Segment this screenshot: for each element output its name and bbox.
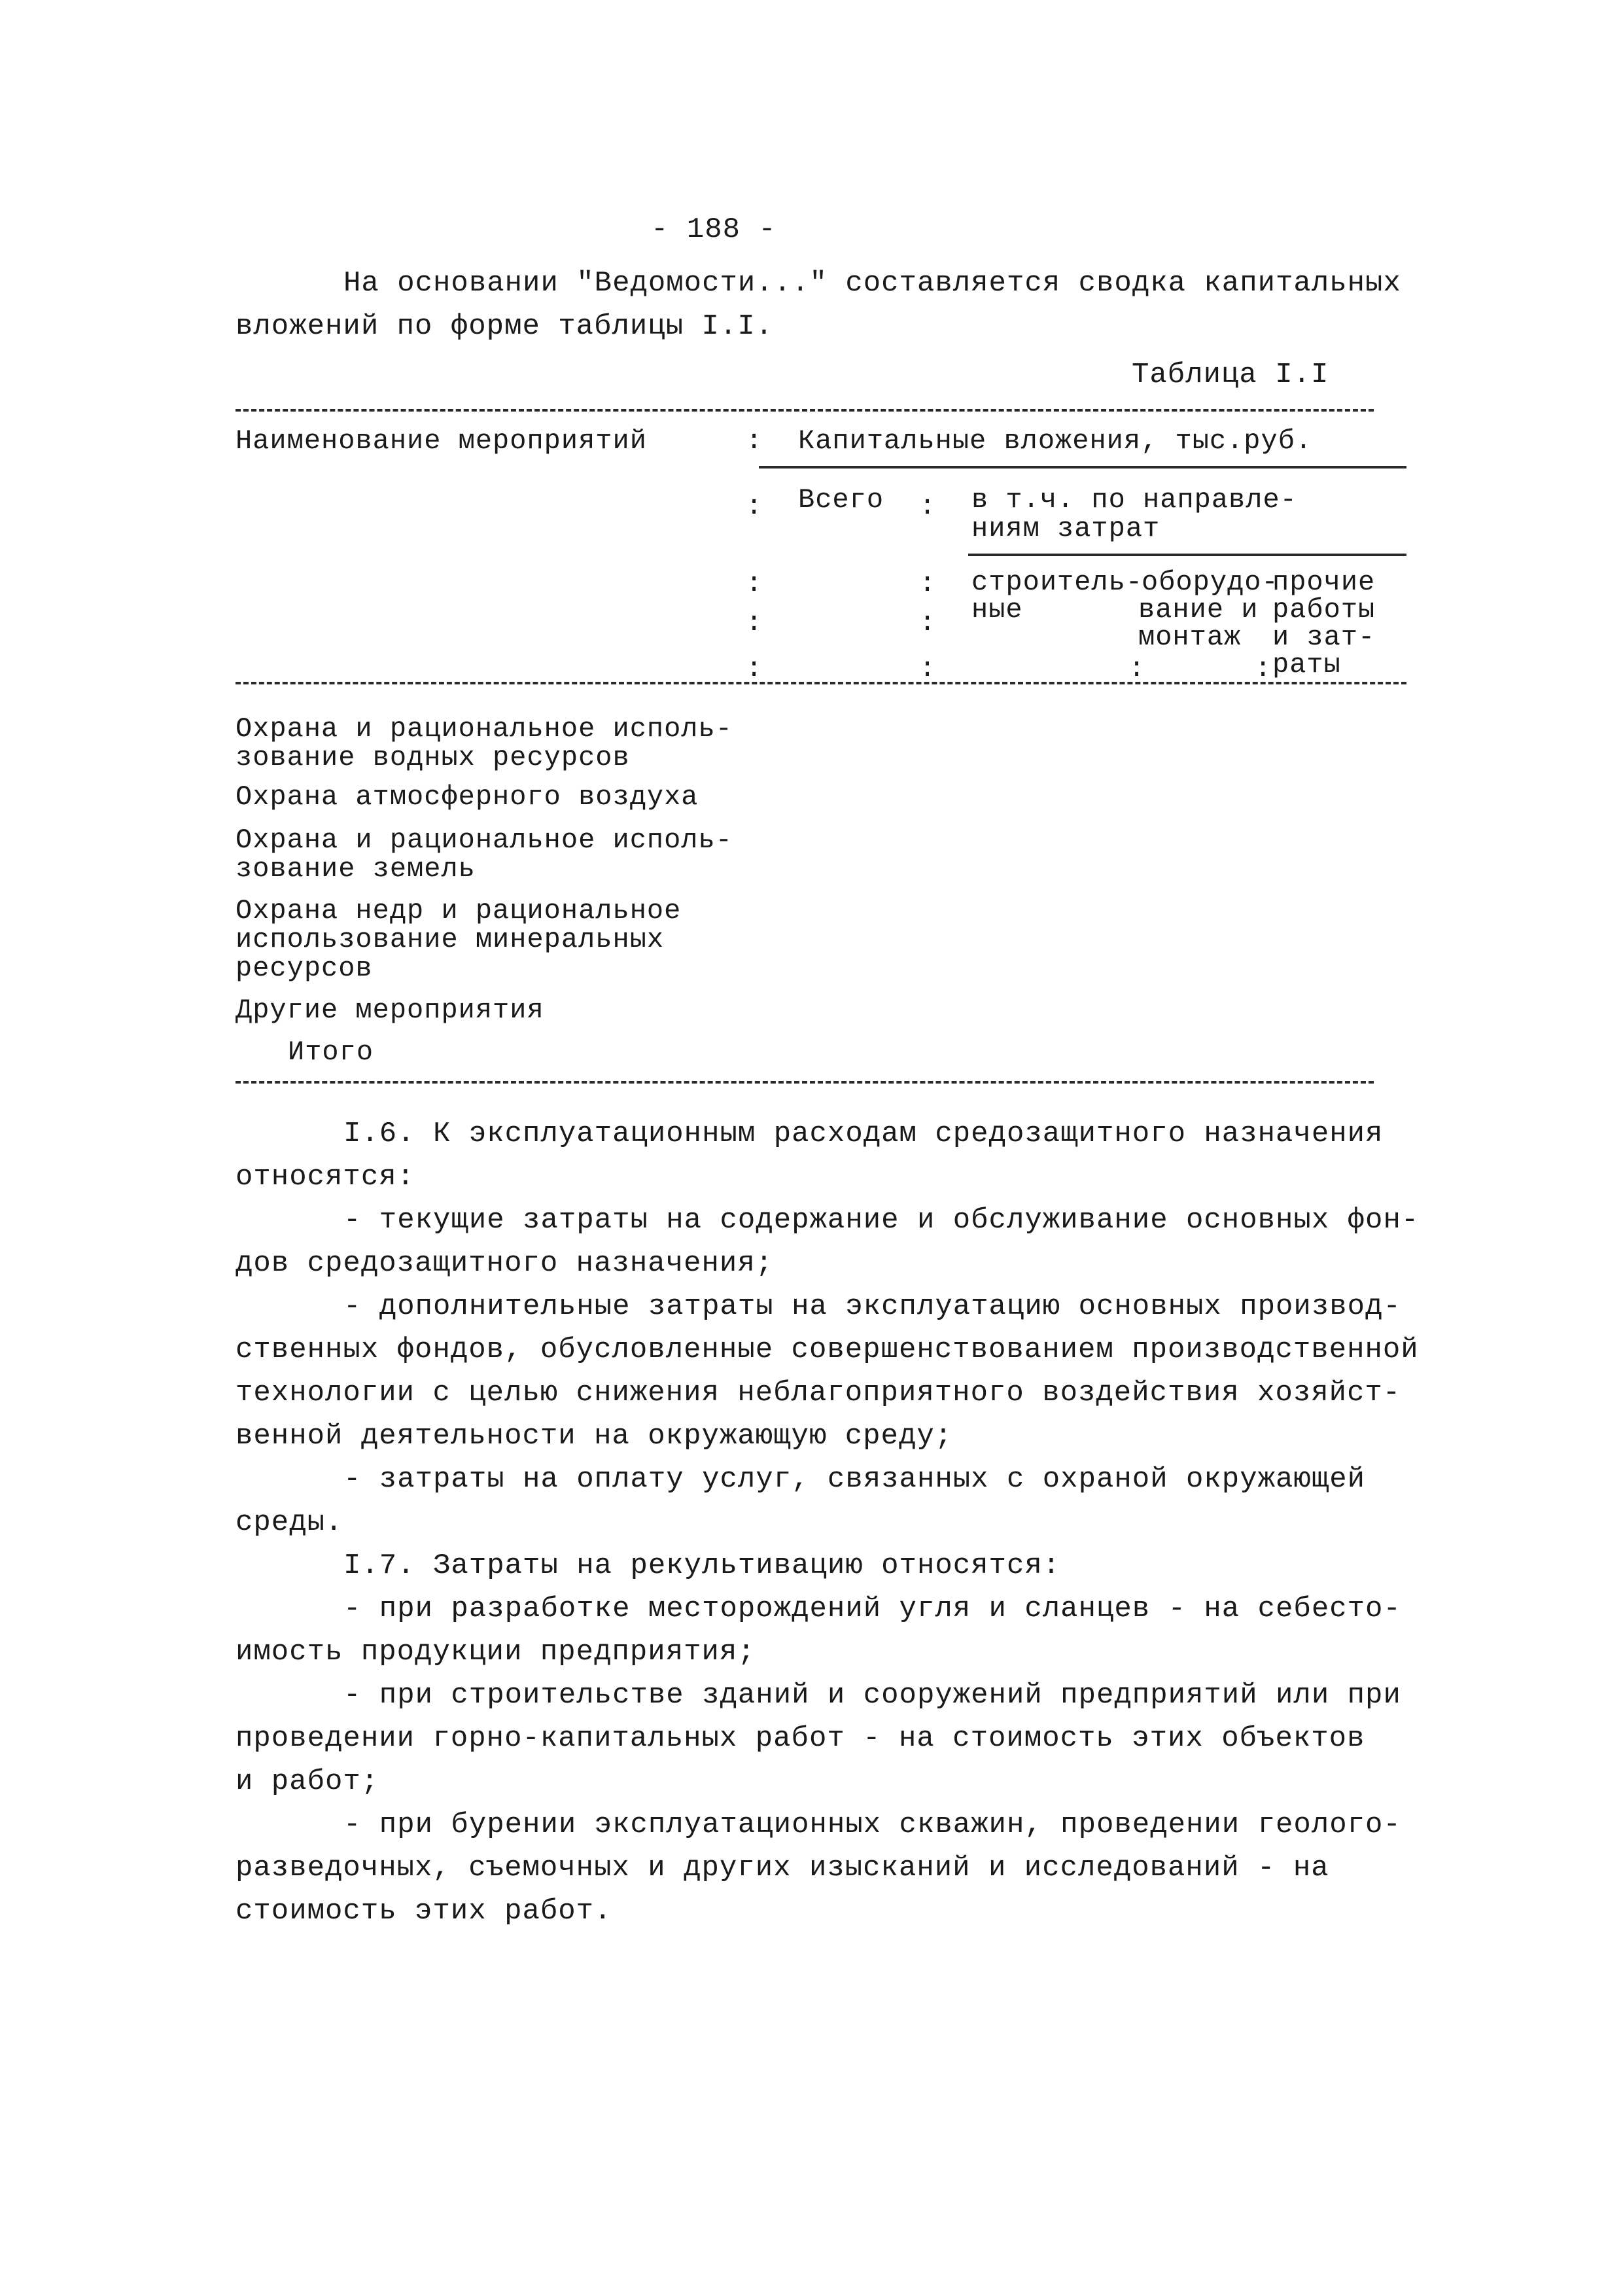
- header-colon: :: [746, 425, 763, 457]
- sub-other-4: раты: [1272, 649, 1341, 680]
- para-1-6-line-2: относятся:: [236, 1161, 415, 1193]
- row-air-line-1: Охрана атмосферного воздуха: [236, 781, 699, 813]
- sub-other-1: прочие: [1272, 567, 1376, 598]
- intro-line-2: вложений по форме таблицы I.I.: [236, 310, 774, 343]
- item-drilling-line-2: разведочных, съемочных и других изысканий и исследований - на: [236, 1852, 1329, 1884]
- item-additional-costs-line-3: технологии с целью снижения неблагоприятного воздействия хозяйст-: [236, 1377, 1401, 1409]
- header-colon: :: [919, 653, 936, 684]
- row-land-line-1: Охрана и рациональное исполь-: [236, 824, 733, 856]
- header-directions-2: ниям затрат: [971, 513, 1161, 544]
- table-caption: Таблица I.I: [1132, 359, 1329, 391]
- header-colon: :: [919, 568, 936, 599]
- item-current-costs-line-1: - текущие затраты на содержание и обслуживание основных фон-: [343, 1204, 1420, 1237]
- sub-other-2: работы: [1272, 594, 1376, 626]
- sub-other-3: и зат-: [1272, 622, 1376, 653]
- header-colon: :: [919, 607, 936, 639]
- row-water-line-2: зование водных ресурсов: [236, 742, 630, 773]
- row-other-line-1: Другие мероприятия: [236, 995, 544, 1026]
- sub-equipment-1: оборудо-: [1142, 567, 1279, 598]
- page-number: - 188 -: [651, 213, 777, 246]
- header-name: Наименование мероприятий: [236, 425, 647, 457]
- header-total: Всего: [798, 484, 884, 516]
- header-capital: Капитальные вложения, тыс.руб.: [798, 425, 1313, 457]
- item-current-costs-line-2: дов средозащитного назначения;: [236, 1247, 774, 1280]
- header-colon: :: [746, 491, 763, 522]
- header-colon: :: [746, 568, 763, 599]
- para-1-7-line-1: I.7. Затраты на рекультивацию относятся:: [343, 1549, 1061, 1582]
- table-top-rule: [236, 409, 1374, 412]
- item-construction-line-3: и работ;: [236, 1765, 379, 1798]
- item-drilling-line-1: - при бурении эксплуатационных скважин, проведении геолого-: [343, 1809, 1401, 1841]
- directions-underline: [968, 554, 1406, 556]
- item-services-line-1: - затраты на оплату услуг, связанных с охраной окружающей: [343, 1463, 1366, 1496]
- item-deposits-line-1: - при разработке месторождений угля и сланцев - на себесто-: [343, 1593, 1401, 1625]
- row-land-line-2: зование земель: [236, 853, 476, 885]
- row-subsoil-line-3: ресурсов: [236, 953, 373, 984]
- item-construction-line-1: - при строительстве зданий и сооружений предприятий или при: [343, 1679, 1401, 1712]
- header-colon: :: [746, 653, 763, 684]
- item-deposits-line-2: имость продукции предприятия;: [236, 1636, 756, 1669]
- header-colon: :: [1128, 653, 1145, 684]
- item-construction-line-2: проведении горно-капитальных работ - на стоимость этих объектов: [236, 1722, 1365, 1755]
- row-total: Итого: [288, 1036, 374, 1068]
- sub-construction-2: ные: [971, 594, 1023, 626]
- header-colon: :: [746, 607, 763, 639]
- item-additional-costs-line-1: - дополнительные затраты на эксплуатацию основных производ-: [343, 1290, 1401, 1323]
- table-bottom-rule: [236, 1081, 1374, 1084]
- item-additional-costs-line-2: ственных фондов, обусловленные совершенствованием производственной: [236, 1333, 1419, 1366]
- sub-equipment-2: вание и: [1138, 594, 1259, 626]
- header-colon: :: [919, 491, 936, 522]
- intro-line-1: На основании "Ведомости..." составляется сводка капитальных: [343, 267, 1401, 300]
- header-directions-1: в т.ч. по направле-: [971, 484, 1297, 516]
- item-services-line-2: среды.: [236, 1506, 343, 1539]
- row-water-line-1: Охрана и рациональное исполь-: [236, 713, 733, 745]
- header-colon: :: [1255, 653, 1272, 684]
- para-1-6-line-1: I.6. К эксплуатационным расходам средозащитного назначения: [343, 1118, 1384, 1150]
- sub-construction-1: строитель-: [971, 567, 1143, 598]
- sub-equipment-3: монтаж: [1138, 622, 1242, 653]
- item-additional-costs-line-4: венной деятельности на окружающую среду;: [236, 1420, 953, 1453]
- header-bottom-rule: [236, 682, 1406, 684]
- capital-underline: [759, 466, 1406, 468]
- row-subsoil-line-2: использование минеральных: [236, 924, 665, 955]
- row-subsoil-line-1: Охрана недр и рациональное: [236, 895, 682, 927]
- item-drilling-line-3: стоимость этих работ.: [236, 1895, 612, 1928]
